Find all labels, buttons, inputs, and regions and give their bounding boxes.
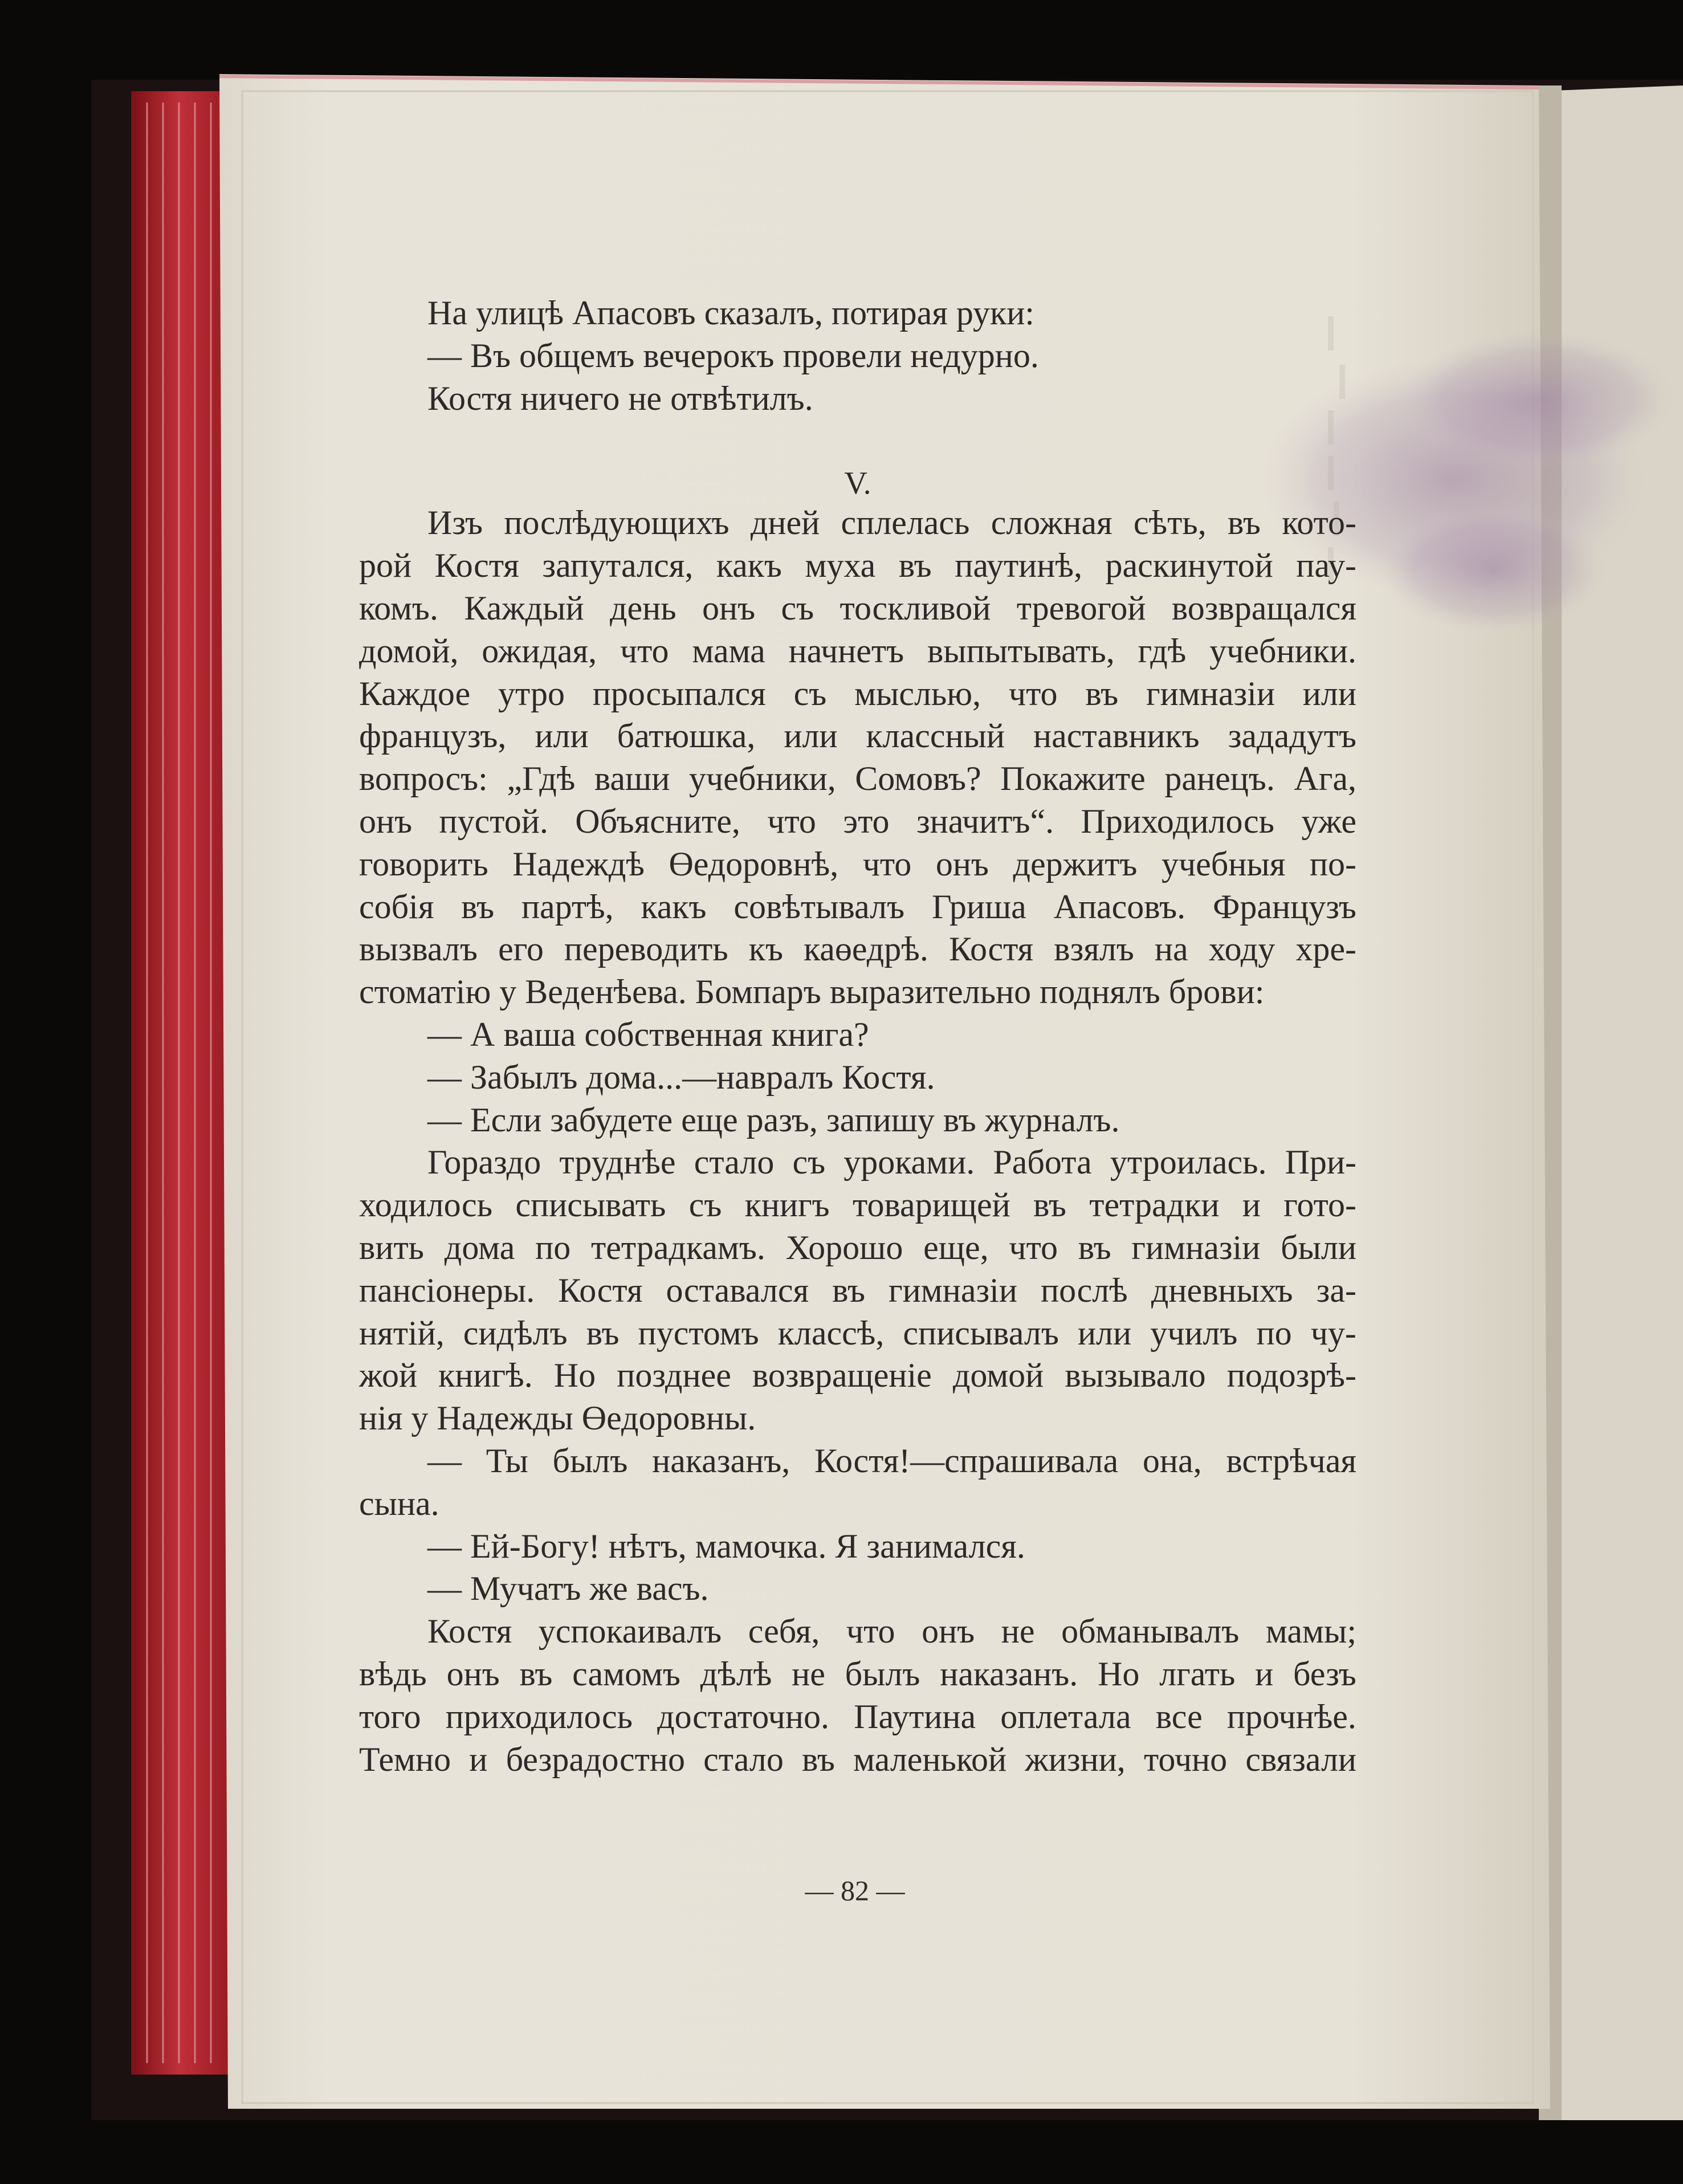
page-text [359, 292, 1356, 1780]
text-line: Каждое утро просыпался съ мыслью, что въ гимназiи или [359, 674, 1356, 712]
text-line: нiя у Надежды Өедоровны. [359, 1399, 756, 1437]
text-line: — Мучатъ же васъ. [427, 1570, 709, 1608]
chapter-heading: V. [844, 466, 871, 502]
text-line: домой, ожидая, что мама начнетъ выпытывать, гдѣ учебники. [359, 631, 1356, 670]
text-line: вызвалъ его переводить къ каөедрѣ. Костя взялъ на ходу хре- [359, 930, 1356, 968]
text-line: Костя успокаивалъ себя, что онъ не обманывалъ мамы; [427, 1612, 1356, 1651]
text-line: вѣдь онъ въ самомъ дѣлѣ не былъ наказанъ. Но лгать и безъ [359, 1655, 1356, 1693]
text-line: рой Костя запутался, какъ муха въ паутинѣ, раскинутой пау- [359, 547, 1356, 585]
text-line: говорить Надеждѣ Өедоровнѣ, что онъ держитъ учебныя по- [359, 845, 1356, 883]
text-line: — Въ общемъ вечерокъ провели недурно. [427, 336, 1039, 374]
text-line: вить дома по тетрадкамъ. Хорошо еще, что въ гимназiи были [359, 1228, 1356, 1266]
text-line: жой книгѣ. Но позднее возвращенiе домой вызывало подозрѣ- [359, 1356, 1356, 1395]
text-line: Темно и безрадостно стало въ маленькой жизни, точно связали [359, 1740, 1356, 1778]
text-line: пансiонеры. Костя оставался въ гимназiи послѣ дневныхъ за- [359, 1271, 1356, 1309]
page-number-bar [0, 1874, 1683, 1914]
text-line: вопросъ: „Гдѣ ваши учебники, Сомовъ? Покажите ранецъ. Ага, [359, 760, 1356, 798]
text-line: На улицѣ Апасовъ сказалъ, потирая руки: [427, 294, 1034, 332]
text-line: — Ты былъ наказанъ, Костя!—спрашивала она, встрѣчая [427, 1441, 1356, 1480]
text-line: нятiй, сидѣлъ въ пустомъ классѣ, списывалъ или училъ по чу- [359, 1314, 1356, 1352]
text-line: Гораздо труднѣе стало съ уроками. Работа утроилась. При- [427, 1143, 1356, 1181]
text-line: — Если забудете еще разъ, запишу въ журналъ. [427, 1101, 1120, 1139]
text-line: — А ваша собственная книга? [427, 1015, 869, 1053]
text-line: сына. [359, 1484, 439, 1522]
text-line: комъ. Каждый день онъ съ тоскливой тревогой возвращался [359, 589, 1356, 627]
text-line: — Ей-Богу! нѣтъ, мамочка. Я занимался. [427, 1527, 1025, 1565]
chapter-body [359, 502, 1356, 1780]
text-line: — Забылъ дома...—навралъ Костя. [427, 1058, 935, 1096]
text-line: собiя въ партѣ, какъ совѣтывалъ Гриша Апасовъ. Французъ [359, 887, 1356, 926]
page-number: — 82 — [805, 1875, 905, 1906]
text-line: ходилось списывать съ книгъ товарищей въ тетрадки и гото- [359, 1186, 1356, 1224]
text-line: стоматiю у Веденѣева. Бомпаръ выразительно поднялъ брови: [359, 973, 1265, 1011]
text-line: того приходилось достаточно. Паутина оплетала все прочнѣе. [359, 1697, 1356, 1735]
text-line: Костя ничего не отвѣтилъ. [427, 379, 813, 417]
text-line: онъ пустой. Объясните, что это значитъ“. Приходилось уже [359, 802, 1356, 840]
text-line: французъ, или батюшка, или классный наставникъ зададутъ [359, 717, 1356, 755]
text-line: Изъ послѣдующихъ дней сплелась сложная сѣть, въ кото- [427, 504, 1356, 542]
opening-paragraph [359, 292, 1356, 419]
